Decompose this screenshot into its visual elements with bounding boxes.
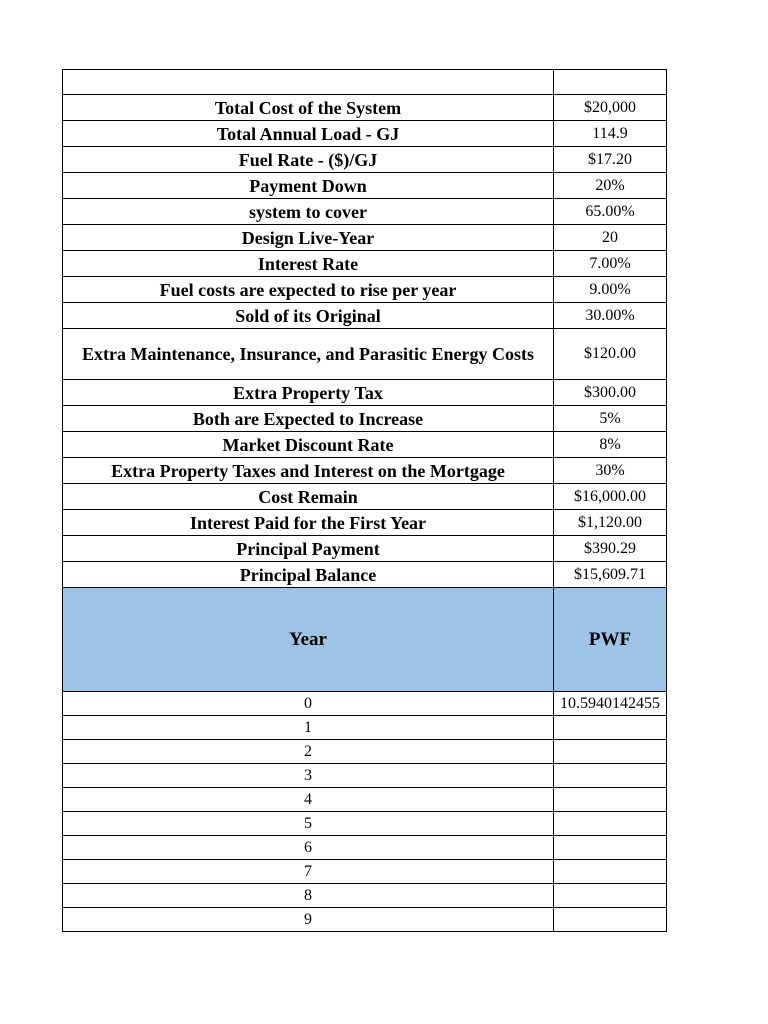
- year-row: [63, 740, 667, 764]
- param-label[interactable]: Principal Balance: [63, 562, 554, 588]
- param-value[interactable]: 7.00%: [554, 251, 667, 277]
- year-cell[interactable]: 4: [63, 788, 554, 812]
- param-label[interactable]: Total Annual Load - GJ: [63, 121, 554, 147]
- data-table: [62, 69, 667, 932]
- param-row: [63, 251, 667, 277]
- param-label[interactable]: Sold of its Original: [63, 303, 554, 329]
- year-row: [63, 860, 667, 884]
- param-value[interactable]: $120.00: [554, 329, 667, 380]
- param-label[interactable]: Cost Remain: [63, 484, 554, 510]
- param-label[interactable]: Interest Rate: [63, 251, 554, 277]
- param-row: [63, 303, 667, 329]
- param-row: [63, 173, 667, 199]
- param-label[interactable]: Total Cost of the System: [63, 95, 554, 121]
- param-row: [63, 432, 667, 458]
- year-column-header[interactable]: Year: [63, 588, 554, 692]
- pwf-cell[interactable]: [554, 764, 667, 788]
- year-row: [63, 884, 667, 908]
- pwf-cell[interactable]: [554, 812, 667, 836]
- param-row: [63, 380, 667, 406]
- param-value[interactable]: 114.9: [554, 121, 667, 147]
- year-row: [63, 836, 667, 860]
- year-cell[interactable]: 3: [63, 764, 554, 788]
- param-value[interactable]: $390.29: [554, 536, 667, 562]
- param-row: [63, 121, 667, 147]
- param-row: [63, 199, 667, 225]
- year-row: [63, 788, 667, 812]
- param-label[interactable]: Interest Paid for the First Year: [63, 510, 554, 536]
- param-label[interactable]: Extra Property Tax: [63, 380, 554, 406]
- param-label[interactable]: Fuel Rate - ($)/GJ: [63, 147, 554, 173]
- year-cell[interactable]: 2: [63, 740, 554, 764]
- year-row: [63, 908, 667, 932]
- param-value[interactable]: $17.20: [554, 147, 667, 173]
- year-cell[interactable]: 8: [63, 884, 554, 908]
- param-value[interactable]: $300.00: [554, 380, 667, 406]
- param-label[interactable]: Market Discount Rate: [63, 432, 554, 458]
- blank-row: [63, 70, 667, 95]
- param-value[interactable]: 30.00%: [554, 303, 667, 329]
- pwf-cell[interactable]: [554, 740, 667, 764]
- param-label[interactable]: Payment Down: [63, 173, 554, 199]
- param-label[interactable]: Extra Property Taxes and Interest on the Mortgage: [63, 458, 554, 484]
- param-row: [63, 562, 667, 588]
- year-cell[interactable]: 6: [63, 836, 554, 860]
- year-cell[interactable]: 5: [63, 812, 554, 836]
- param-value[interactable]: $20,000: [554, 95, 667, 121]
- year-row: [63, 716, 667, 740]
- pwf-cell[interactable]: [554, 860, 667, 884]
- year-cell[interactable]: 1: [63, 716, 554, 740]
- spreadsheet: [62, 69, 666, 932]
- param-value[interactable]: 9.00%: [554, 277, 667, 303]
- param-value[interactable]: 8%: [554, 432, 667, 458]
- year-row: [63, 764, 667, 788]
- param-label[interactable]: system to cover: [63, 199, 554, 225]
- param-label[interactable]: Both are Expected to Increase: [63, 406, 554, 432]
- param-row: [63, 536, 667, 562]
- blank-cell[interactable]: [554, 70, 667, 95]
- param-label[interactable]: Principal Payment: [63, 536, 554, 562]
- param-row: [63, 329, 667, 380]
- blank-cell[interactable]: [63, 70, 554, 95]
- param-row: [63, 458, 667, 484]
- param-row: [63, 95, 667, 121]
- param-value[interactable]: 65.00%: [554, 199, 667, 225]
- param-value[interactable]: 20: [554, 225, 667, 251]
- param-label[interactable]: Extra Maintenance, Insurance, and Parasitic Energy Costs: [63, 329, 554, 380]
- param-value[interactable]: 30%: [554, 458, 667, 484]
- pwf-cell[interactable]: [554, 884, 667, 908]
- pwf-cell[interactable]: [554, 788, 667, 812]
- param-value[interactable]: $1,120.00: [554, 510, 667, 536]
- param-value[interactable]: $16,000.00: [554, 484, 667, 510]
- param-row: [63, 406, 667, 432]
- year-cell[interactable]: 0: [63, 692, 554, 716]
- pwf-cell[interactable]: [554, 716, 667, 740]
- param-row: [63, 147, 667, 173]
- param-value[interactable]: 5%: [554, 406, 667, 432]
- param-label[interactable]: Design Live-Year: [63, 225, 554, 251]
- year-row: [63, 692, 667, 716]
- param-row: [63, 225, 667, 251]
- year-header-row: [63, 588, 667, 692]
- year-cell[interactable]: 7: [63, 860, 554, 884]
- pwf-cell[interactable]: 10.5940142455: [554, 692, 667, 716]
- pwf-column-header[interactable]: PWF: [554, 588, 667, 692]
- param-label[interactable]: Fuel costs are expected to rise per year: [63, 277, 554, 303]
- year-row: [63, 812, 667, 836]
- param-row: [63, 484, 667, 510]
- param-value[interactable]: $15,609.71: [554, 562, 667, 588]
- param-row: [63, 510, 667, 536]
- year-cell[interactable]: 9: [63, 908, 554, 932]
- param-value[interactable]: 20%: [554, 173, 667, 199]
- pwf-cell[interactable]: [554, 908, 667, 932]
- param-row: [63, 277, 667, 303]
- pwf-cell[interactable]: [554, 836, 667, 860]
